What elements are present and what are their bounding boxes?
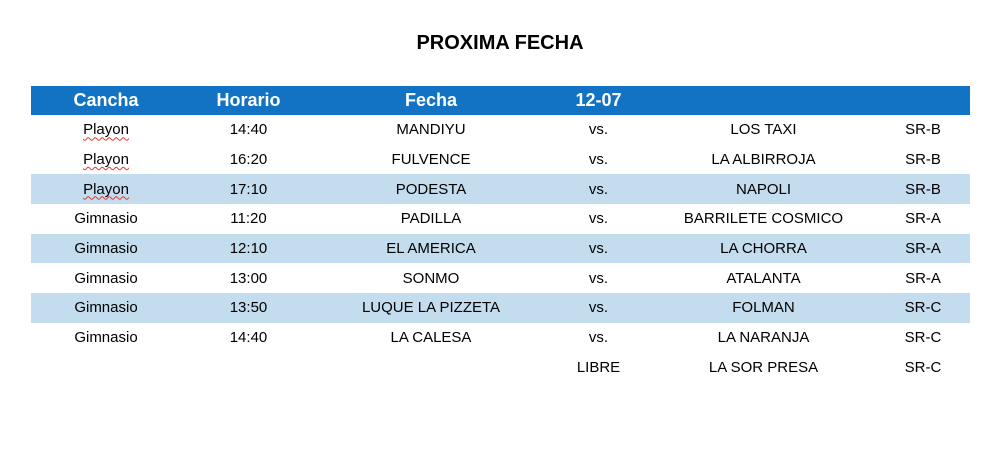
home-team-label: FULVENCE bbox=[391, 150, 471, 168]
category-label: SR-A bbox=[905, 269, 941, 287]
cell-away bbox=[651, 115, 876, 145]
away-team-label: LA CHORRA bbox=[720, 239, 807, 257]
column-header-empty-category bbox=[876, 86, 970, 115]
table-row bbox=[31, 204, 970, 234]
time-label: 16:20 bbox=[229, 150, 268, 168]
vs-label: vs. bbox=[588, 150, 609, 168]
table-header bbox=[31, 86, 970, 115]
cell-home bbox=[316, 115, 546, 145]
column-header-fecha: Fecha bbox=[316, 86, 546, 115]
cell-cancha bbox=[31, 234, 181, 264]
column-header-date: 12-07 bbox=[546, 86, 651, 115]
column-header-horario: Horario bbox=[181, 86, 316, 115]
venue-label: Playon bbox=[83, 121, 129, 139]
away-team-label: LOS TAXI bbox=[730, 121, 797, 139]
table-row bbox=[31, 234, 970, 264]
cell-home bbox=[316, 204, 546, 234]
cell-vs bbox=[546, 263, 651, 293]
cell-cancha bbox=[31, 174, 181, 204]
vs-label: vs. bbox=[588, 328, 609, 346]
vs-label: vs. bbox=[588, 239, 609, 257]
cell-vs bbox=[546, 174, 651, 204]
cell-horario bbox=[181, 234, 316, 264]
away-team-label: ATALANTA bbox=[726, 269, 801, 287]
table-row bbox=[31, 115, 970, 145]
category-label: SR-C bbox=[904, 358, 942, 376]
category-label: SR-A bbox=[905, 210, 941, 228]
venue-label: Playon bbox=[83, 150, 129, 168]
cell-category bbox=[876, 174, 970, 204]
vs-label: LIBRE bbox=[576, 358, 621, 376]
away-team-label: LA NARANJA bbox=[717, 328, 810, 346]
time-label: 13:50 bbox=[229, 299, 268, 317]
category-label: SR-B bbox=[905, 180, 941, 198]
category-label: SR-B bbox=[905, 150, 941, 168]
time-label: 12:10 bbox=[229, 239, 268, 257]
table-body bbox=[31, 115, 970, 382]
category-label: SR-C bbox=[904, 328, 942, 346]
away-team-label: FOLMAN bbox=[732, 299, 795, 317]
cell-cancha bbox=[31, 115, 181, 145]
cell-away bbox=[651, 145, 876, 175]
cell-away bbox=[651, 352, 876, 382]
cell-category bbox=[876, 293, 970, 323]
cell-vs bbox=[546, 115, 651, 145]
away-team-label: LA SOR PRESA bbox=[708, 358, 819, 376]
vs-label: vs. bbox=[588, 121, 609, 139]
cell-horario bbox=[181, 115, 316, 145]
cell-cancha bbox=[31, 293, 181, 323]
cell-category bbox=[876, 115, 970, 145]
header-row bbox=[31, 86, 970, 115]
cell-away bbox=[651, 174, 876, 204]
cell-category bbox=[876, 234, 970, 264]
column-header-empty-away bbox=[651, 86, 876, 115]
cell-vs bbox=[546, 234, 651, 264]
cell-home bbox=[316, 352, 546, 382]
table-row bbox=[31, 352, 970, 382]
category-label: SR-C bbox=[904, 299, 942, 317]
cell-home bbox=[316, 145, 546, 175]
table-row bbox=[31, 323, 970, 353]
venue-label: Gimnasio bbox=[74, 210, 138, 228]
away-team-label: BARRILETE COSMICO bbox=[683, 210, 844, 228]
home-team-label: MANDIYU bbox=[396, 121, 466, 139]
cell-horario bbox=[181, 263, 316, 293]
vs-label: vs. bbox=[588, 299, 609, 317]
cell-away bbox=[651, 204, 876, 234]
home-team-label: SONMO bbox=[402, 269, 460, 287]
venue-label: Gimnasio bbox=[74, 328, 138, 346]
cell-category bbox=[876, 323, 970, 353]
cell-vs bbox=[546, 352, 651, 382]
cell-cancha bbox=[31, 263, 181, 293]
home-team-label: EL AMERICA bbox=[386, 239, 476, 257]
cell-horario bbox=[181, 352, 316, 382]
cell-cancha bbox=[31, 204, 181, 234]
venue-label: Gimnasio bbox=[74, 239, 138, 257]
home-team-label: PADILLA bbox=[400, 210, 462, 228]
cell-horario bbox=[181, 174, 316, 204]
page-title: PROXIMA FECHA bbox=[416, 32, 584, 54]
cell-away bbox=[651, 293, 876, 323]
vs-label: vs. bbox=[588, 269, 609, 287]
cell-home bbox=[316, 323, 546, 353]
cell-away bbox=[651, 234, 876, 264]
cell-category bbox=[876, 145, 970, 175]
cell-category bbox=[876, 263, 970, 293]
venue-label: Gimnasio bbox=[74, 269, 138, 287]
venue-label: Playon bbox=[83, 180, 129, 198]
cell-horario bbox=[181, 204, 316, 234]
cell-vs bbox=[546, 323, 651, 353]
home-team-label: LUQUE LA PIZZETA bbox=[361, 299, 501, 317]
home-team-label: PODESTA bbox=[395, 180, 467, 198]
venue-label: Gimnasio bbox=[74, 299, 138, 317]
cell-away bbox=[651, 323, 876, 353]
cell-horario bbox=[181, 323, 316, 353]
away-team-label: NAPOLI bbox=[735, 180, 792, 198]
cell-vs bbox=[546, 204, 651, 234]
cell-home bbox=[316, 293, 546, 323]
cell-horario bbox=[181, 293, 316, 323]
cell-vs bbox=[546, 145, 651, 175]
cell-home bbox=[316, 234, 546, 264]
fixtures-table bbox=[31, 86, 970, 382]
cell-cancha bbox=[31, 352, 181, 382]
cell-category bbox=[876, 204, 970, 234]
cell-category bbox=[876, 352, 970, 382]
category-label: SR-B bbox=[905, 121, 941, 139]
column-header-cancha: Cancha bbox=[31, 86, 181, 115]
time-label: 14:40 bbox=[229, 121, 268, 139]
vs-label: vs. bbox=[588, 180, 609, 198]
category-label: SR-A bbox=[905, 239, 941, 257]
table-row bbox=[31, 263, 970, 293]
time-label: 13:00 bbox=[229, 269, 268, 287]
cell-away bbox=[651, 263, 876, 293]
time-label: 11:20 bbox=[230, 210, 267, 228]
table-row bbox=[31, 293, 970, 323]
vs-label: vs. bbox=[588, 210, 609, 228]
time-label: 14:40 bbox=[229, 328, 268, 346]
table-row bbox=[31, 145, 970, 175]
table-row bbox=[31, 174, 970, 204]
cell-horario bbox=[181, 145, 316, 175]
cell-home bbox=[316, 174, 546, 204]
time-label: 17:10 bbox=[229, 180, 268, 198]
cell-vs bbox=[546, 293, 651, 323]
cell-home bbox=[316, 263, 546, 293]
cell-cancha bbox=[31, 323, 181, 353]
cell-cancha bbox=[31, 145, 181, 175]
away-team-label: LA ALBIRROJA bbox=[711, 150, 816, 168]
home-team-label: LA CALESA bbox=[390, 328, 472, 346]
